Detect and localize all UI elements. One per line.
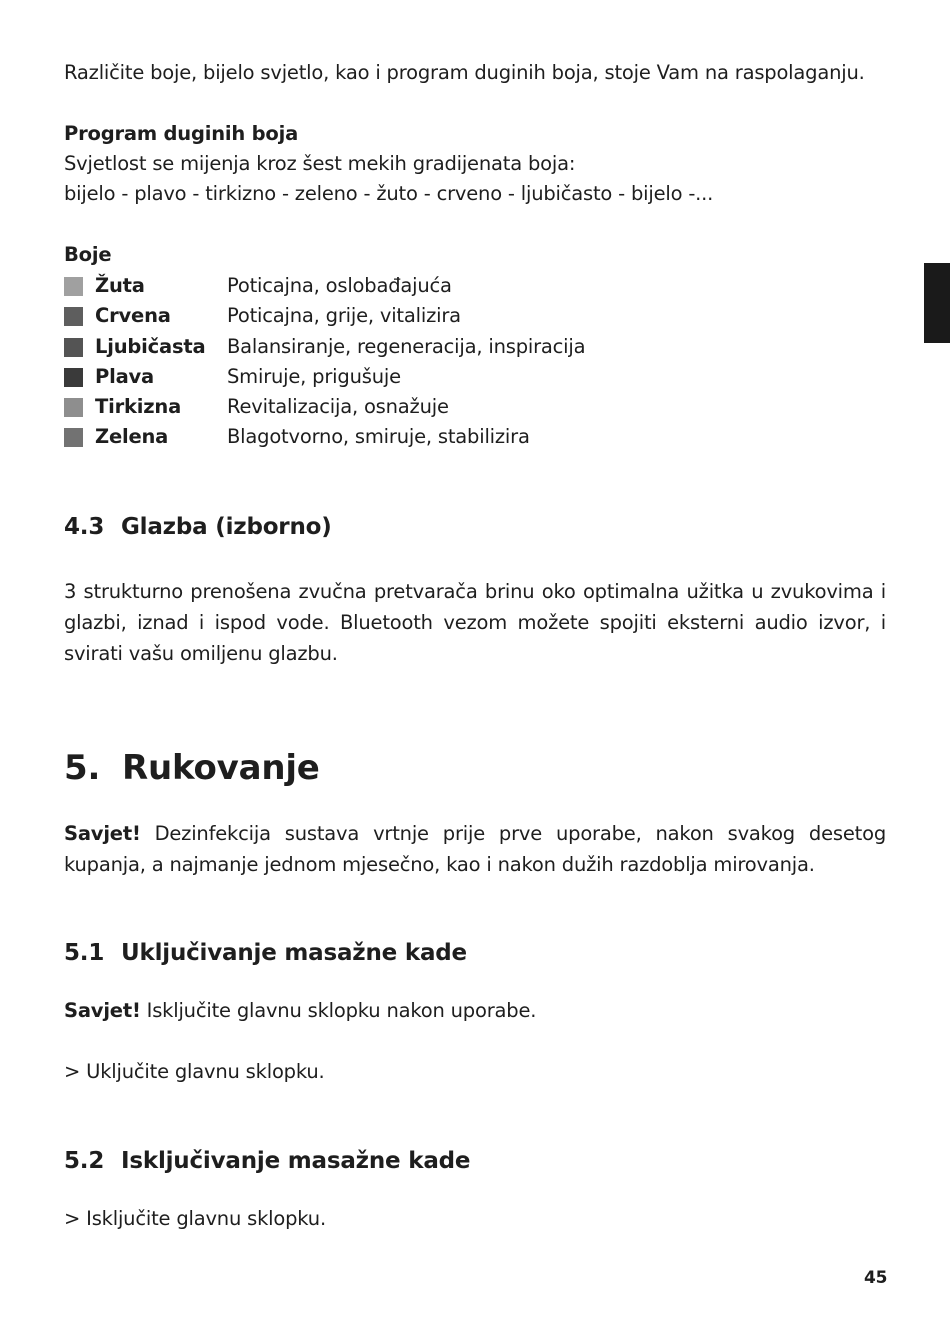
color-name: Zelena [95,425,169,449]
section-5-1-tip [64,996,536,1026]
color-name: Ljubičasta [95,334,206,358]
section-5-1-step: > Uključite glavnu sklopku. [64,1060,325,1083]
section-title: Rukovanje [122,748,320,788]
section-number: 5. [64,748,101,788]
colors-heading: Boje [64,243,112,266]
section-5-heading [64,748,320,788]
color-description: Poticajna, grije, vitalizira [227,304,461,328]
section-5-2-step: > Isključite glavnu sklopku. [64,1207,326,1230]
color-description: Blagotvorno, smiruje, stabilizira [227,425,530,449]
section-4-3-heading [64,514,332,540]
color-swatch-icon [64,398,83,417]
tip-text: Dezinfekcija sustava vrtnje prije prve uporabe, nakon svakog desetog kupanja, a najmanje jednom mjesečno, kao i nakon dužih razdoblja mirovanja. [64,822,886,876]
color-swatch-icon [64,307,83,326]
chapter-tab-marker [924,263,950,343]
color-name: Crvena [95,304,171,328]
color-name: Plava [95,364,155,388]
intro-text: Različite boje, bijelo svjetlo, kao i program duginih boja, stoje Vam na raspolaganju. [64,61,865,84]
color-description: Poticajna, oslobađajuća [227,274,452,297]
color-swatch-icon [64,368,83,387]
rainbow-program-line1: Svjetlost se mijenja kroz šest mekih gradijenata boja: [64,152,576,175]
color-swatch-icon [64,428,83,447]
tip-label: Savjet! [64,999,141,1022]
color-name: Tirkizna [95,395,182,419]
tip-text: Isključite glavnu sklopku nakon uporabe. [140,999,537,1022]
color-swatch-icon [64,338,83,357]
section-number: 5.1 [64,940,105,966]
color-swatch-icon [64,277,83,296]
section-number: 4.3 [64,514,105,540]
color-description: Smiruje, prigušuje [227,364,401,388]
color-name: Žuta [95,274,145,297]
section-5-tip [64,818,886,880]
section-5-1-heading [64,940,467,966]
rainbow-program-line2: bijelo - plavo - tirkizno - zeleno - žuto - crveno - ljubičasto - bijelo -... [64,182,714,205]
tip-label: Savjet! [64,822,141,845]
rainbow-program-heading: Program duginih boja [64,122,299,145]
page-number: 45 [864,1268,888,1288]
section-title: Isključivanje masažne kade [121,1148,471,1174]
color-description: Revitalizacija, osnažuje [227,395,449,419]
section-title: Glazba (izborno) [121,514,332,540]
section-number: 5.2 [64,1148,105,1174]
section-title: Uključivanje masažne kade [121,940,467,966]
section-5-2-heading [64,1148,470,1174]
color-description: Balansiranje, regeneracija, inspiracija [227,334,586,358]
section-4-3-body: 3 strukturno prenošena zvučna pretvarača brinu oko optimalna užitka u zvukovima i glazbi, iznad i ispod vode. Bluetooth vezom možete spojiti eksterni audio izvor, i svirati vašu omiljenu glazbu. [64,580,886,665]
